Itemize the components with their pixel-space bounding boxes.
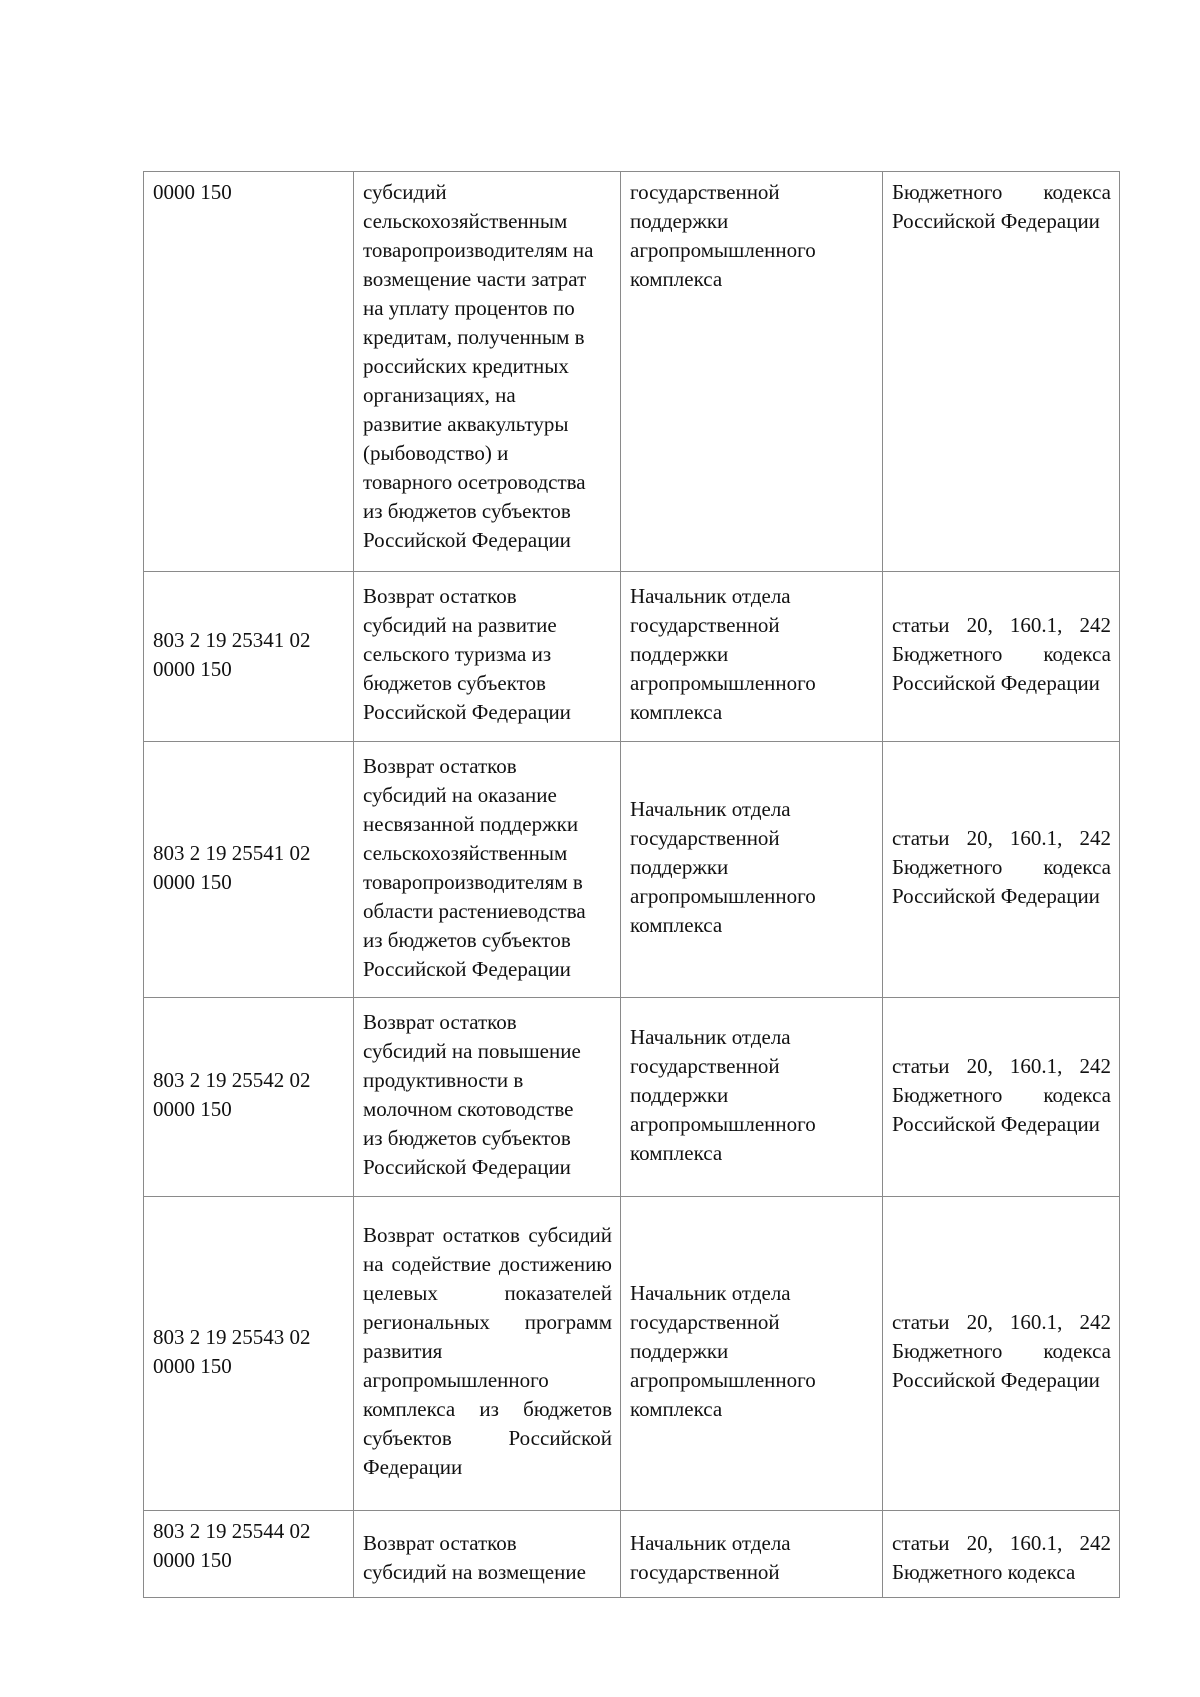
responsible-cell: Начальник отдела государственной поддержки агропромышленного комплекса [621,998,883,1197]
responsible-cell: Начальник отдела государственной поддержки агропромышленного комплекса [621,1197,883,1511]
basis-cell: статьи 20, 160.1, 242 Бюджетного кодекса Российской Федерации [883,998,1120,1197]
code-cell: 803 2 19 25541 02 0000 150 [144,742,354,998]
description-cell: Возврат остатков субсидий на развитие сельского туризма из бюджетов субъектов Российской Федерации [354,572,621,742]
table-row [144,172,1120,572]
description-cell: Возврат остатков субсидий на возмещение [354,1511,621,1598]
code-cell: 803 2 19 25542 02 0000 150 [144,998,354,1197]
description-cell: Возврат остатков субсидий на оказание несвязанной поддержки сельскохозяйственным товаропроизводителям в области растениеводства из бюджетов субъектов Российской Федерации [354,742,621,998]
code-cell: 803 2 19 25341 02 0000 150 [144,572,354,742]
responsible-cell: Начальник отдела государственной поддержки агропромышленного комплекса [621,742,883,998]
basis-cell: Бюджетного кодекса Российской Федерации [883,172,1120,572]
basis-cell: статьи 20, 160.1, 242 Бюджетного кодекса Российской Федерации [883,572,1120,742]
code-cell: 803 2 19 25543 02 0000 150 [144,1197,354,1511]
basis-cell: статьи 20, 160.1, 242 Бюджетного кодекса Российской Федерации [883,1197,1120,1511]
budget-codes-table [143,171,1120,1598]
responsible-cell: Начальник отдела государственной поддержки агропромышленного комплекса [621,572,883,742]
responsible-cell: Начальник отдела государственной [621,1511,883,1598]
table-row [144,572,1120,742]
basis-cell: статьи 20, 160.1, 242 Бюджетного кодекса [883,1511,1120,1598]
description-cell: субсидий сельскохозяйственным товаропроизводителям на возмещение части затрат на уплату процентов по кредитам, полученным в российских кредитных организациях, на развитие аквакультуры (рыбоводство) и товарного осетроводства из бюджетов субъектов Российской Федерации [354,172,621,572]
table-row [144,1511,1120,1598]
description-cell: Возврат остатков субсидий на содействие достижению целевых показателей региональных программ развития агропромышленного комплекса из бюджетов субъектов Российской Федерации [354,1197,621,1511]
table-row [144,998,1120,1197]
responsible-cell: государственной поддержки агропромышленного комплекса [621,172,883,572]
description-cell: Возврат остатков субсидий на повышение продуктивности в молочном скотоводстве из бюджетов субъектов Российской Федерации [354,998,621,1197]
basis-cell: статьи 20, 160.1, 242 Бюджетного кодекса Российской Федерации [883,742,1120,998]
table-row [144,742,1120,998]
table-row [144,1197,1120,1511]
code-cell: 0000 150 [144,172,354,572]
code-cell: 803 2 19 25544 02 0000 150 [144,1511,354,1598]
